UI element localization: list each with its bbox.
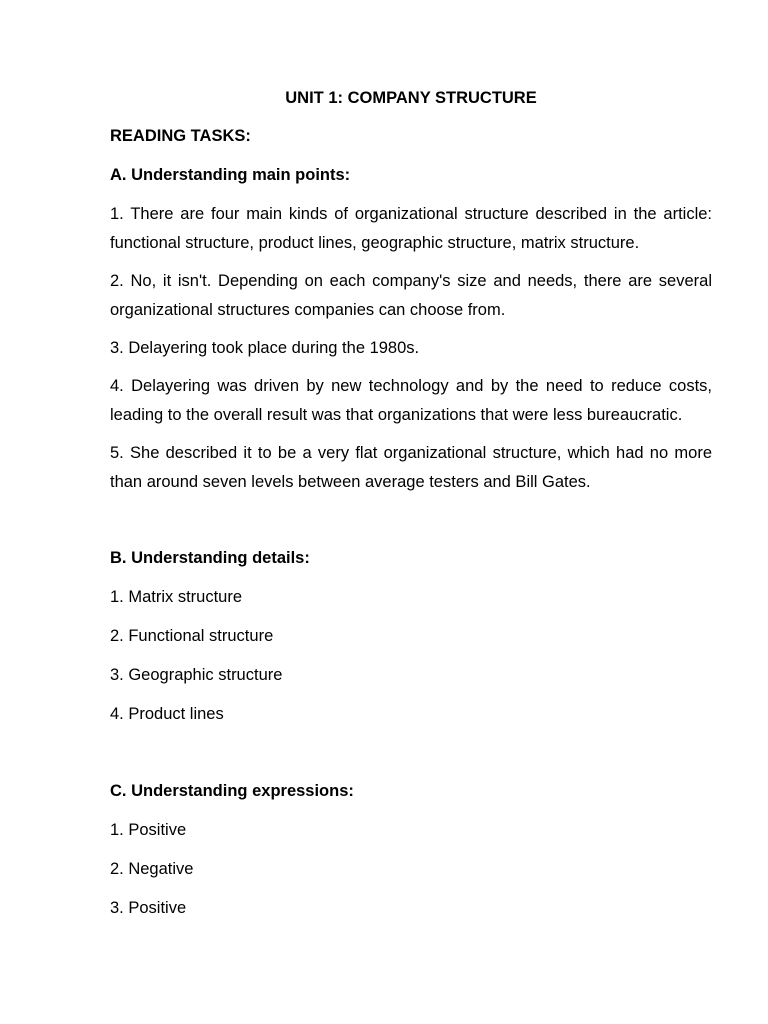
section-a-item-5: 5. She described it to be a very flat organizational structure, which had no more than around seven levels between average testers and Bill Gates. (110, 444, 712, 491)
section-b-item-3: 3. Geographic structure (110, 666, 283, 684)
section-a-item-4: 4. Delayering was driven by new technology and by the need to reduce costs, leading to the overall result was that organizations that were less bureaucratic. (110, 377, 712, 424)
section-b-item-4: 4. Product lines (110, 705, 224, 723)
section-c-item-1: 1. Positive (110, 821, 187, 839)
document-title: UNIT 1: COMPANY STRUCTURE (285, 89, 537, 107)
section-a-heading: A. Understanding main points: (110, 166, 351, 184)
document-page (110, 84, 712, 933)
spacer (110, 506, 712, 544)
section-a-item-1: 1. There are four main kinds of organizational structure described in the article: functional structure, product lines, geographic structure, matrix structure. (110, 205, 712, 252)
section-a-item-2: 2. No, it isn't. Depending on each company's size and needs, there are several organizational structures companies can choose from. (110, 272, 712, 319)
section-c-item-2: 2. Negative (110, 860, 194, 878)
section-b-heading: B. Understanding details: (110, 549, 310, 567)
section-c-item-3: 3. Positive (110, 899, 187, 917)
section-c-heading: C. Understanding expressions: (110, 782, 354, 800)
section-a-item-3: 3. Delayering took place during the 1980s. (110, 339, 420, 357)
reading-tasks-heading: READING TASKS: (110, 127, 251, 145)
spacer (110, 739, 712, 777)
section-b-item-1: 1. Matrix structure (110, 588, 243, 606)
section-b-item-2: 2. Functional structure (110, 627, 274, 645)
